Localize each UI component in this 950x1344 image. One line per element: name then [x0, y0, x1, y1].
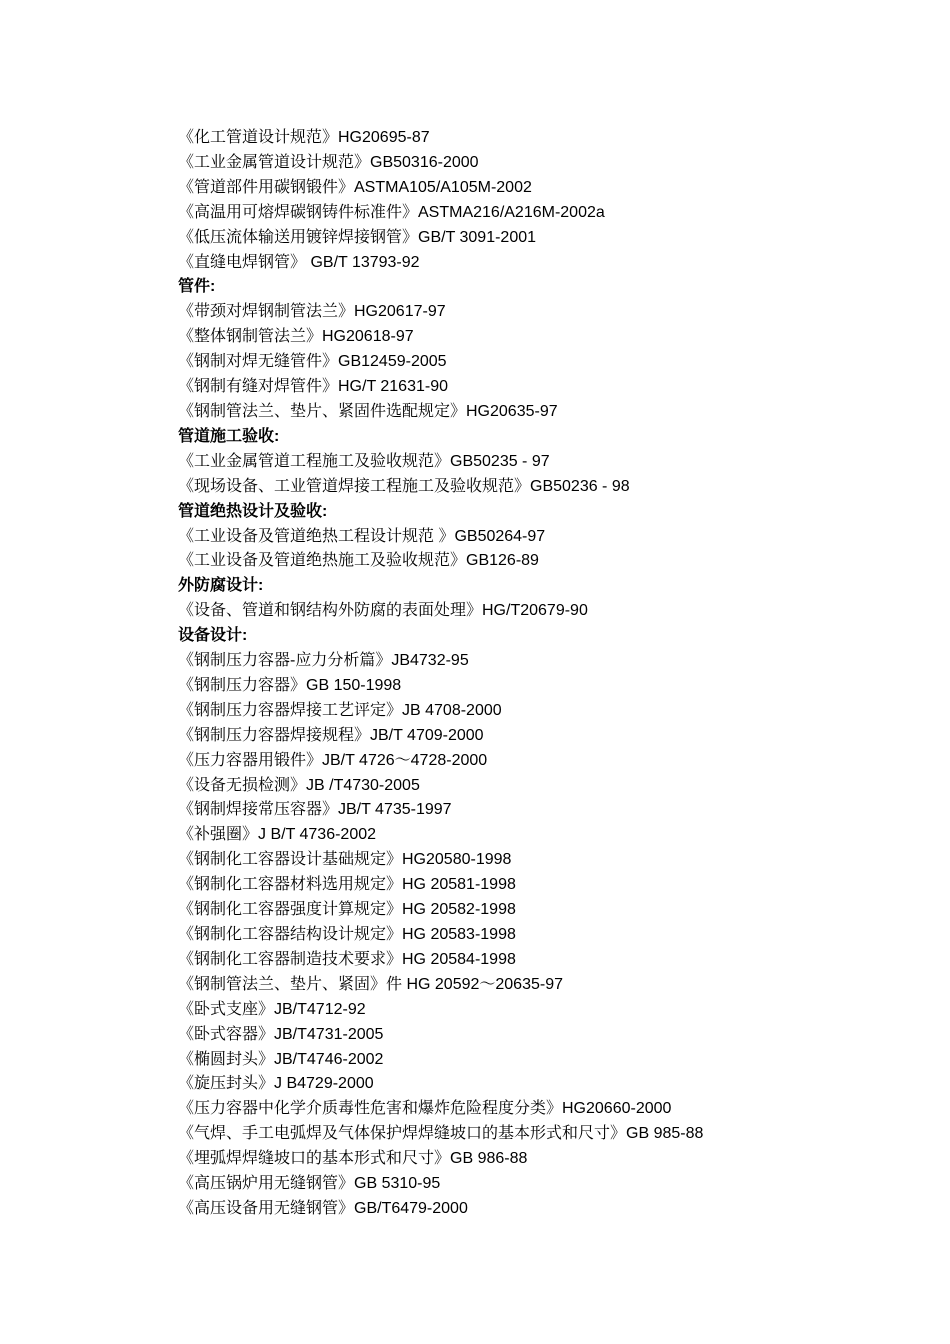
standard-reference-line: 《工业金属管道工程施工及验收规范》GB50235 - 97: [178, 452, 550, 470]
standard-reference-line: 《钢制化工容器制造技术要求》HG 20584-1998: [178, 950, 516, 968]
standard-reference-line: 《旋压封头》J B4729-2000: [178, 1075, 374, 1093]
standard-reference-line: 《管道部件用碳钢锻件》ASTMA105/A105M-2002: [178, 178, 532, 196]
standard-reference-line: 《带颈对焊钢制管法兰》HG20617-97: [178, 303, 446, 321]
standard-reference-line: 《现场设备、工业管道焊接工程施工及验收规范》GB50236 - 98: [178, 477, 630, 495]
standard-reference-line: 《高温用可熔焊碳钢铸件标准件》ASTMA216/A216M-2002a: [178, 203, 605, 221]
standard-reference-line: 《钢制有缝对焊管件》HG/T 21631-90: [178, 378, 448, 396]
standard-reference-line: 《高压锅炉用无缝钢管》GB 5310-95: [178, 1175, 441, 1193]
standard-reference-line: 《钢制焊接常压容器》JB/T 4735-1997: [178, 801, 452, 819]
standard-reference-line: 《设备无损检测》JB /T4730-2005: [178, 776, 420, 794]
standard-reference-line: 《钢制压力容器焊接工艺评定》JB 4708-2000: [178, 701, 502, 719]
standard-reference-line: 《钢制对焊无缝管件》GB12459-2005: [178, 353, 447, 371]
standard-reference-line: 《钢制压力容器-应力分析篇》JB4732-95: [178, 652, 469, 670]
standard-reference-line: 《直缝电焊钢管》 GB/T 13793-92: [178, 253, 420, 271]
standard-reference-line: 《压力容器用锻件》JB/T 4726～4728-2000: [178, 751, 488, 769]
standard-reference-line: 《钢制化工容器强度计算规定》HG 20582-1998: [178, 901, 516, 919]
section-heading: 管道施工验收:: [178, 427, 280, 445]
standard-reference-line: 《卧式容器》JB/T4731-2005: [178, 1025, 384, 1043]
standard-reference-line: 《椭圆封头》JB/T4746-2002: [178, 1050, 384, 1068]
standard-reference-line: 《钢制管法兰、垫片、紧固》件 HG 20592～20635-97: [178, 975, 564, 993]
standard-reference-line: 《钢制化工容器材料选用规定》HG 20581-1998: [178, 876, 516, 894]
standard-reference-line: 《低压流体输送用镀锌焊接钢管》GB/T 3091-2001: [178, 228, 537, 246]
section-heading: 管道绝热设计及验收:: [178, 502, 328, 520]
standard-reference-line: 《埋弧焊焊缝坡口的基本形式和尺寸》GB 986-88: [178, 1150, 528, 1168]
standard-reference-line: 《钢制压力容器焊接规程》JB/T 4709-2000: [178, 726, 484, 744]
standard-reference-line: 《设备、管道和钢结构外防腐的表面处理》HG/T20679-90: [178, 602, 588, 620]
standard-reference-line: 《工业金属管道设计规范》GB50316-2000: [178, 153, 479, 171]
standard-reference-line: 《卧式支座》JB/T4712-92: [178, 1000, 366, 1018]
standard-reference-line: 《钢制压力容器》GB 150-1998: [178, 676, 402, 694]
standard-reference-line: 《钢制化工容器结构设计规定》HG 20583-1998: [178, 926, 516, 943]
section-heading: 外防腐设计:: [178, 577, 264, 595]
section-heading: 设备设计:: [178, 627, 248, 645]
standard-reference-line: 《气焊、手工电弧焊及气体保护焊焊缝坡口的基本形式和尺寸》GB 985-88: [178, 1125, 704, 1143]
standard-reference-line: 《补强圈》J B/T 4736-2002: [178, 826, 377, 844]
document-page: [178, 126, 918, 1222]
standard-reference-line: 《压力容器中化学介质毒性危害和爆炸危险程度分类》HG20660-2000: [178, 1100, 672, 1118]
standard-reference-line: 《化工管道设计规范》HG20695-87: [178, 129, 430, 146]
standard-reference-line: 《钢制化工容器设计基础规定》HG20580-1998: [178, 851, 512, 869]
section-heading: 管件:: [178, 278, 216, 296]
standard-reference-line: 《工业设备及管道绝热施工及验收规范》GB126-89: [178, 552, 539, 570]
standard-reference-line: 《整体钢制管法兰》HG20618-97: [178, 328, 414, 346]
standard-reference-line: 《高压设备用无缝钢管》GB/T6479-2000: [178, 1199, 468, 1217]
standard-reference-line: 《钢制管法兰、垫片、紧固件选配规定》HG20635-97: [178, 402, 558, 420]
standard-reference-line: 《工业设备及管道绝热工程设计规范 》GB50264-97: [178, 527, 546, 545]
